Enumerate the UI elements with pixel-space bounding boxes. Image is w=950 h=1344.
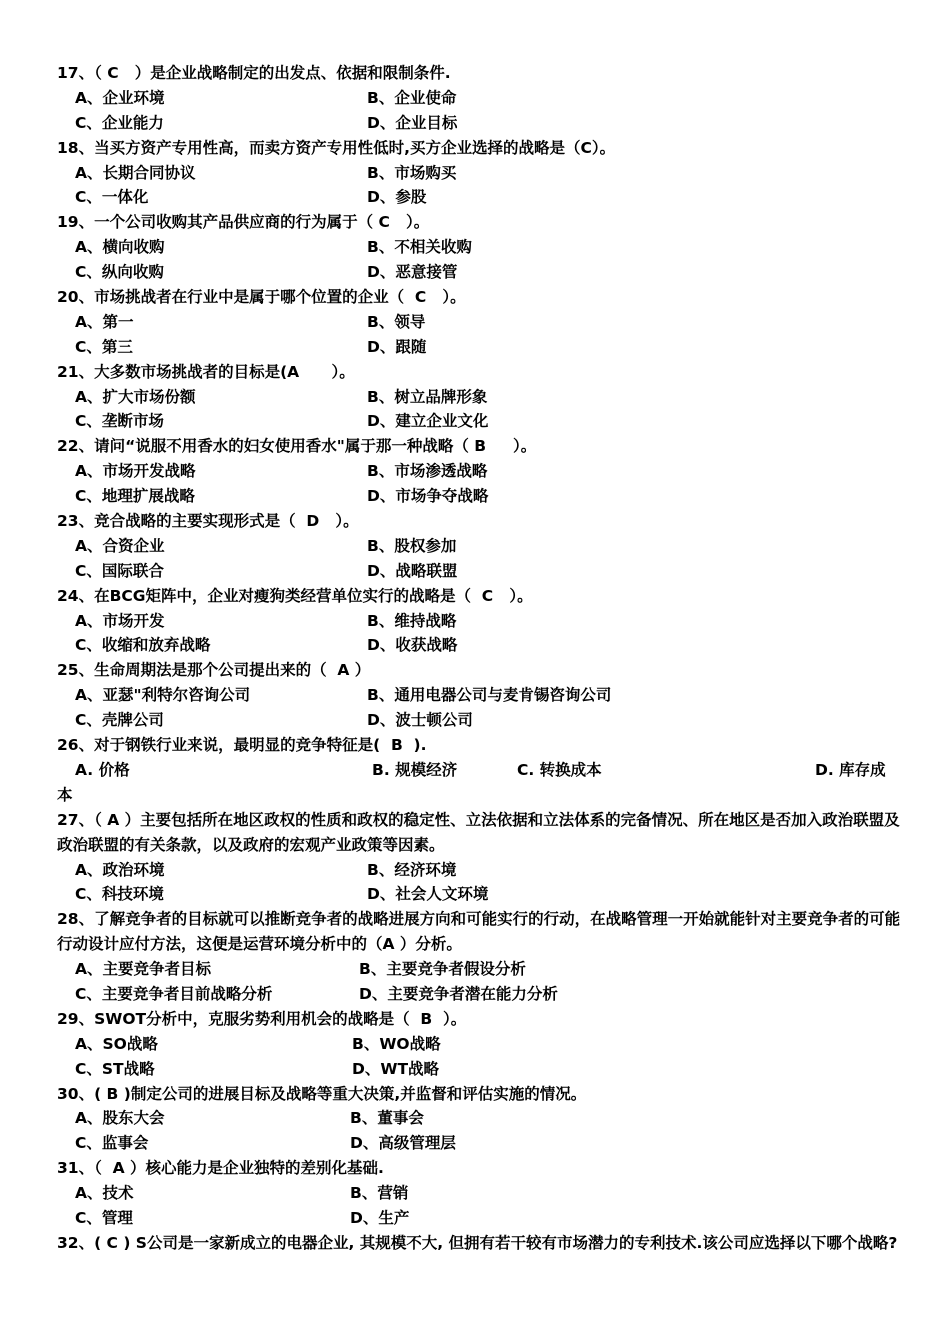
option-d: D、跟随 <box>367 337 427 356</box>
option-c: C、监事会 <box>75 1134 149 1153</box>
question-22-options-row-2 <box>57 484 907 509</box>
question-31-options-row-1 <box>57 1181 907 1206</box>
option-a: A、横向收购 <box>75 238 165 257</box>
option-b: B、主要竞争者假设分析 <box>359 960 526 979</box>
question-28-options-row-2 <box>57 982 907 1007</box>
question-stem: 19、一个公司收购其产品供应商的行为属于（ C ）。 <box>57 213 430 232</box>
option-d: D、社会人文环境 <box>367 885 489 904</box>
option-c: C、纵向收购 <box>75 263 164 282</box>
option-d: D、市场争夺战略 <box>367 487 489 506</box>
question-26 <box>57 733 907 758</box>
option-a: A、主要竞争者目标 <box>75 960 211 979</box>
option-a: A、市场开发 <box>75 611 165 630</box>
question-25-options-row-1 <box>57 683 907 708</box>
option-d: D、高级管理层 <box>350 1134 456 1153</box>
question-30 <box>57 1082 907 1107</box>
option-d: D、参股 <box>367 188 427 207</box>
question-18 <box>57 136 907 161</box>
question-24-options-row-1 <box>57 609 907 634</box>
question-17-options-row-2 <box>57 111 907 136</box>
question-20-options-row-2 <box>57 335 907 360</box>
question-29 <box>57 1007 907 1032</box>
option-c: C、收缩和放弃战略 <box>75 636 211 655</box>
question-26-options-row <box>57 758 907 783</box>
question-18-options-row-2 <box>57 185 907 210</box>
question-21-options-row-1 <box>57 385 907 410</box>
option-b: B、市场渗透战略 <box>367 462 488 481</box>
option-d: D、恶意接管 <box>367 263 458 282</box>
question-22 <box>57 434 907 459</box>
question-24-options-row-2 <box>57 633 907 658</box>
option-d: D. 库存成 <box>815 760 886 779</box>
question-27 <box>57 808 907 858</box>
option-a: A、合资企业 <box>75 536 165 555</box>
option-a: A、亚瑟"利特尔咨询公司 <box>75 686 251 705</box>
question-32 <box>57 1231 907 1256</box>
question-19-options-row-1 <box>57 235 907 260</box>
option-c: C、一体化 <box>75 188 149 207</box>
option-c: C、科技环境 <box>75 885 164 904</box>
question-18-options-row-1 <box>57 161 907 186</box>
question-26-continuation <box>57 783 907 808</box>
option-c: C、国际联合 <box>75 561 164 580</box>
question-31 <box>57 1156 907 1181</box>
option-a: A、SO战略 <box>75 1034 158 1053</box>
option-d: D、战略联盟 <box>367 561 458 580</box>
question-19-options-row-2 <box>57 260 907 285</box>
option-d-continuation: 本 <box>57 785 73 804</box>
option-b: B、营销 <box>350 1184 409 1203</box>
option-b: B、维持战略 <box>367 611 457 630</box>
question-stem: 21、大多数市场挑战者的目标是(A ）。 <box>57 362 355 381</box>
question-stem: 31、（ A ）核心能力是企业独特的差别化基础. <box>57 1159 384 1178</box>
question-stem: 26、对于钢铁行业来说，最明显的竞争特征是( B ). <box>57 736 427 755</box>
question-28 <box>57 907 907 957</box>
option-c: C、壳牌公司 <box>75 711 164 730</box>
question-stem: 24、在BCG矩阵中，企业对瘦狗类经营单位实行的战略是（ C ）。 <box>57 586 533 605</box>
option-b: B、不相关收购 <box>367 238 472 257</box>
option-b: B、通用电器公司与麦肯锡咨询公司 <box>367 686 612 705</box>
option-b: B、经济环境 <box>367 860 457 879</box>
option-a: A、市场开发战略 <box>75 462 196 481</box>
question-stem: 20、市场挑战者在行业中是属于哪个位置的企业（ C ）。 <box>57 288 466 307</box>
option-a: A、长期合同协议 <box>75 163 196 182</box>
question-stem: 17、（ C ）是企业战略制定的出发点、依据和限制条件. <box>57 64 451 82</box>
option-d: D、主要竞争者潜在能力分析 <box>359 985 558 1004</box>
option-c: C、管理 <box>75 1209 133 1228</box>
question-stem: 27、（ A ）主要包括所在地区政权的性质和政权的稳定性、立法依据和立法体系的完备情况、所在地区是否加入政治联盟及政治联盟的有关条款，以及政府的宏观产业政策等因素。 <box>57 810 900 854</box>
question-stem: 29、SWOT分析中，克服劣势利用机会的战略是（ B ）。 <box>57 1009 467 1028</box>
option-b: B、董事会 <box>350 1109 424 1128</box>
option-b: B、企业使命 <box>367 88 457 107</box>
question-30-options-row-1 <box>57 1106 907 1131</box>
option-a: A、第一 <box>75 312 134 331</box>
question-stem: 18、当买方资产专用性高，而卖方资产专用性低时,买方企业选择的战略是（C）。 <box>57 138 616 157</box>
question-21 <box>57 360 907 385</box>
question-23-options-row-1 <box>57 534 907 559</box>
option-a: A、政治环境 <box>75 860 165 879</box>
question-30-options-row-2 <box>57 1131 907 1156</box>
option-b: B、WO战略 <box>352 1034 441 1053</box>
question-22-options-row-1 <box>57 459 907 484</box>
option-c: C、地理扩展战略 <box>75 487 195 506</box>
question-23-options-row-2 <box>57 559 907 584</box>
question-28-options-row-1 <box>57 957 907 982</box>
option-d: D、建立企业文化 <box>367 412 489 431</box>
question-stem: 22、请问“说服不用香水的妇女使用香水"属于那一种战略（ B ）。 <box>57 437 537 456</box>
option-a: A. 价格 <box>75 760 130 779</box>
question-29-options-row-1 <box>57 1032 907 1057</box>
question-21-options-row-2 <box>57 409 907 434</box>
option-d: D、生产 <box>350 1209 410 1228</box>
question-17-options-row-1 <box>57 86 907 111</box>
question-stem: 25、生命周期法是那个公司提出来的（ A ） <box>57 661 371 680</box>
question-31-options-row-2 <box>57 1206 907 1231</box>
question-24 <box>57 584 907 609</box>
option-b: B、市场购买 <box>367 163 457 182</box>
option-a: A、企业环境 <box>75 88 165 107</box>
question-27-options-row-1 <box>57 858 907 883</box>
option-b: B、树立品牌形象 <box>367 387 488 406</box>
option-c: C、ST战略 <box>75 1059 155 1078</box>
question-stem: 23、竞合战略的主要实现形式是（ D ）。 <box>57 512 359 531</box>
option-d: D、WT战略 <box>352 1059 440 1078</box>
option-a: A、扩大市场份额 <box>75 387 196 406</box>
question-list <box>57 61 907 1256</box>
option-a: A、技术 <box>75 1184 134 1203</box>
option-b: B、领导 <box>367 312 426 331</box>
option-b: B、股权参加 <box>367 536 457 555</box>
question-27-options-row-2 <box>57 882 907 907</box>
option-c: C、主要竞争者目前战略分析 <box>75 985 273 1004</box>
option-c: C、垄断市场 <box>75 412 164 431</box>
option-c: C. 转换成本 <box>517 760 602 779</box>
question-20 <box>57 285 907 310</box>
option-c: C、企业能力 <box>75 113 164 132</box>
question-17 <box>57 61 907 86</box>
question-stem: 32、( C ) S公司是一家新成立的电器企业, 其规模不大, 但拥有若干较有市场潜力的专利技术.该公司应选择以下哪个战略? <box>57 1233 898 1252</box>
question-20-options-row-1 <box>57 310 907 335</box>
option-d: D、企业目标 <box>367 113 458 132</box>
question-29-options-row-2 <box>57 1057 907 1082</box>
question-25 <box>57 658 907 683</box>
option-a: A、股东大会 <box>75 1109 165 1128</box>
question-stem: 30、( B )制定公司的进展目标及战略等重大决策,并监督和评估实施的情况。 <box>57 1084 587 1103</box>
option-b: B. 规模经济 <box>372 760 458 779</box>
question-25-options-row-2 <box>57 708 907 733</box>
question-19 <box>57 210 907 235</box>
question-23 <box>57 509 907 534</box>
option-d: D、波士顿公司 <box>367 711 473 730</box>
option-c: C、第三 <box>75 337 133 356</box>
question-stem: 28、了解竞争者的目标就可以推断竞争者的战略进展方向和可能实行的行动，在战略管理一开始就能针对主要竞争者的可能行动设计应付方法，这便是运营环境分析中的（A ）分析。 <box>57 910 901 954</box>
option-d: D、收获战略 <box>367 636 458 655</box>
